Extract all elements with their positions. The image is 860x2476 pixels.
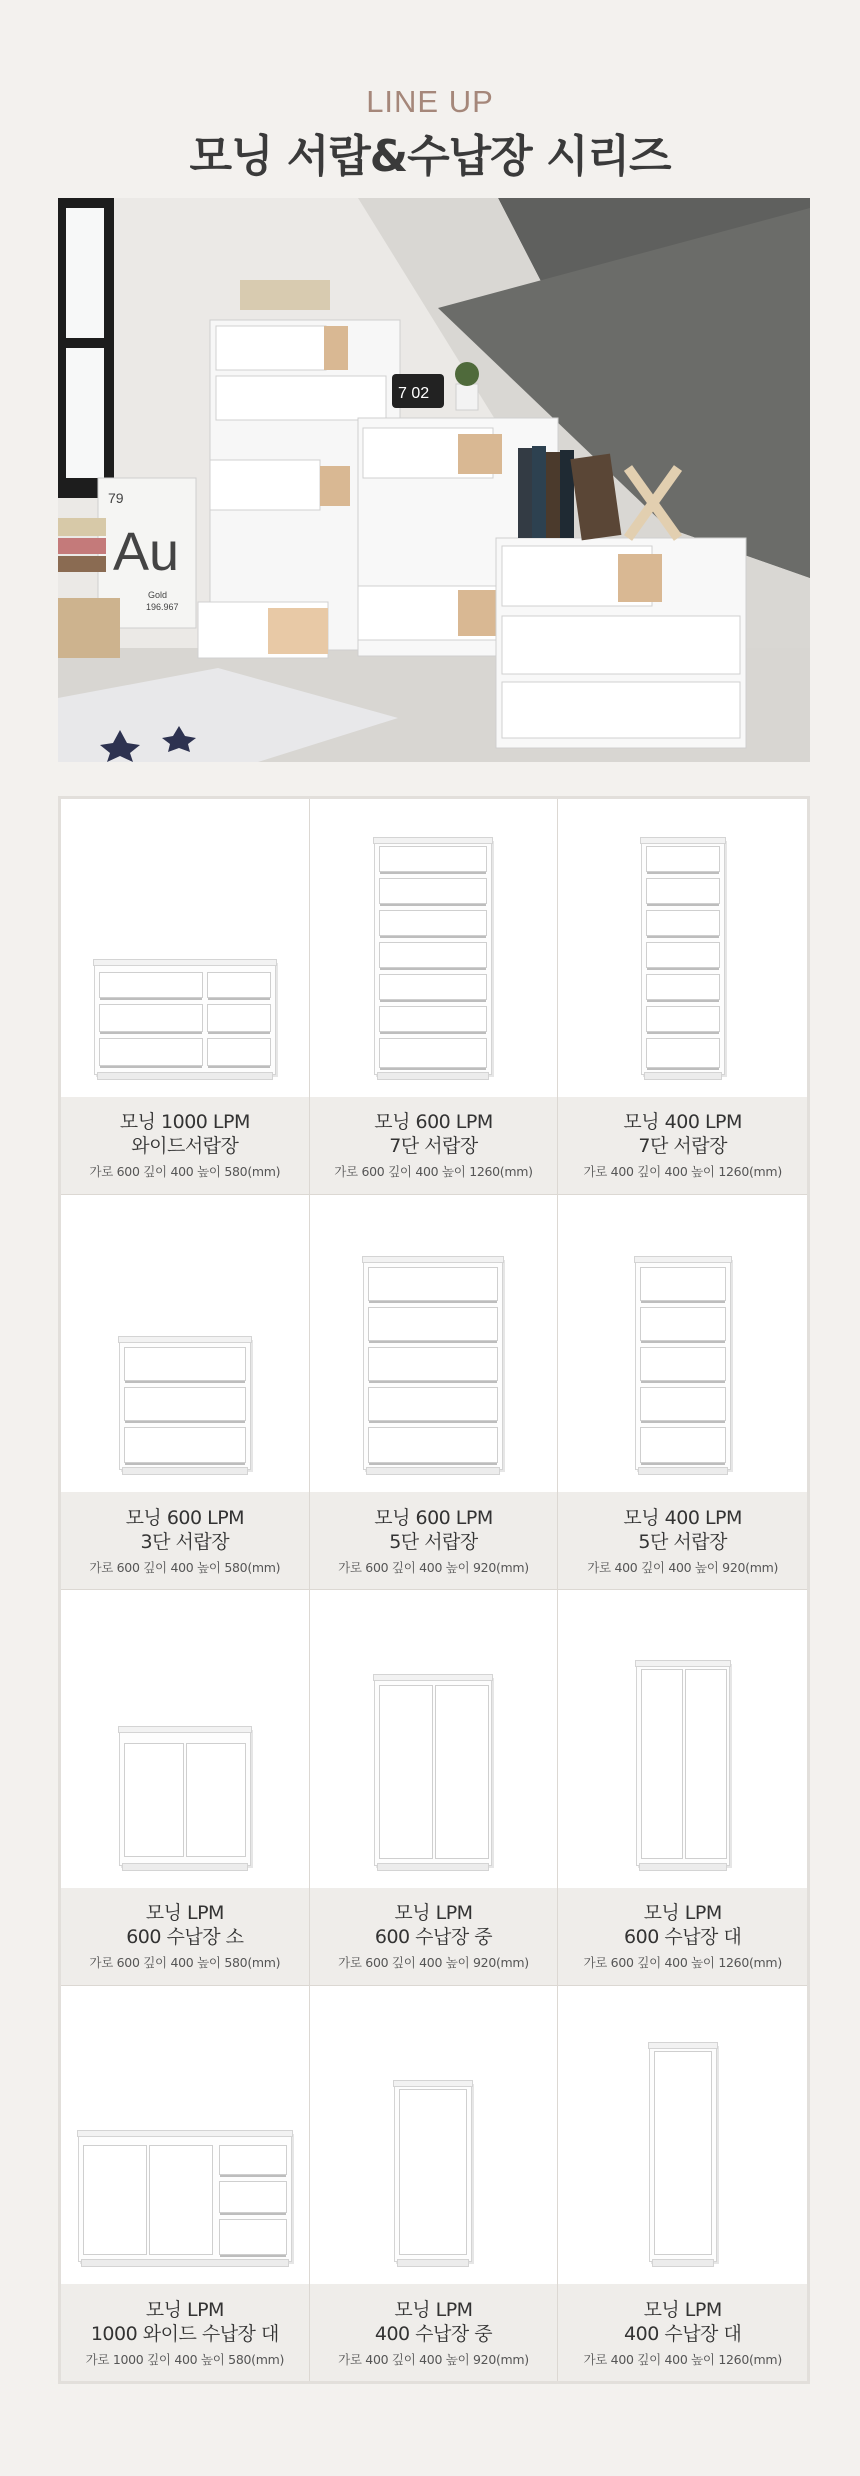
wide-drawer-chest-image (94, 961, 276, 1075)
product-model: 모닝 LPM (394, 1902, 473, 1924)
cabinet-600-small-image (119, 1728, 251, 1866)
product-card-600-7tier[interactable] (310, 799, 559, 1195)
product-info (61, 1097, 309, 1194)
product-type: 5단 서랍장 (389, 1530, 478, 1553)
product-photo (61, 799, 309, 1097)
product-model: 모닝 600 LPM (125, 1506, 245, 1529)
product-photo (61, 1986, 309, 2285)
product-photo (310, 1195, 558, 1493)
product-photo (310, 799, 558, 1097)
product-dimensions: 가로 600 깊이 400 높이 580(mm) (89, 1559, 281, 1575)
product-photo (310, 1590, 558, 1888)
product-photo (310, 1986, 558, 2285)
product-model: 모닝 600 LPM (374, 1111, 493, 1133)
product-info (310, 1492, 558, 1589)
product-card-600-3tier[interactable] (61, 1195, 310, 1591)
product-type: 와이드서랍장 (131, 1135, 239, 1157)
product-card-600-cabinet-medium[interactable] (310, 1590, 559, 1986)
product-card-1000-wide-cabinet[interactable] (61, 1986, 310, 2382)
cabinet-400-large-image (649, 2044, 717, 2262)
product-photo (558, 1986, 807, 2285)
product-dimensions: 가로 600 깊이 400 높이 1260(mm) (334, 1164, 533, 1179)
product-card-400-cabinet-medium[interactable] (310, 1986, 559, 2382)
poster-weight: 196.967 (146, 602, 179, 612)
product-model: 모닝 1000 LPM (119, 1111, 250, 1133)
product-photo (558, 799, 807, 1097)
product-dimensions: 가로 600 깊이 400 높이 580(mm) (89, 1955, 281, 1970)
product-photo (558, 1590, 807, 1888)
product-model: 모닝 LPM (394, 2298, 473, 2321)
product-card-400-7tier[interactable] (558, 799, 807, 1195)
product-card-600-cabinet-small[interactable] (61, 1590, 310, 1986)
wide-cabinet-1000-image (78, 2132, 292, 2262)
cabinet-600-medium-image (374, 1676, 492, 1866)
page-title: 모닝 서랍&수납장 시리즈 (189, 131, 671, 182)
five-tier-drawer-400-image (635, 1258, 731, 1470)
product-dimensions: 가로 600 깊이 400 높이 920(mm) (338, 1559, 529, 1575)
product-photo (61, 1195, 309, 1493)
product-card-400-5tier[interactable] (558, 1195, 807, 1591)
product-card-600-5tier[interactable] (310, 1195, 559, 1591)
product-info (61, 2284, 309, 2381)
poster-symbol: Au (113, 522, 180, 582)
hero-scene-illustration (58, 198, 810, 762)
product-info (310, 1097, 558, 1194)
product-model: 모닝 LPM (145, 2298, 224, 2321)
product-dimensions: 가로 600 깊이 400 높이 580(mm) (89, 1164, 281, 1179)
product-info (310, 2284, 558, 2381)
product-info (558, 1492, 807, 1589)
product-type: 5단 서랍장 (638, 1530, 727, 1553)
product-dimensions: 가로 600 깊이 400 높이 920(mm) (338, 1955, 529, 1970)
product-info (61, 1492, 309, 1589)
product-model: 모닝 600 LPM (374, 1506, 493, 1529)
product-dimensions: 가로 400 깊이 400 높이 1260(mm) (583, 2351, 782, 2367)
product-type: 600 수납장 대 (624, 1926, 742, 1948)
product-type: 400 수납장 중 (374, 2322, 493, 2345)
svg-text:7 02: 7 02 (398, 385, 430, 402)
product-type: 1000 와이드 수납장 대 (90, 2322, 279, 2345)
product-dimensions: 가로 400 깊이 400 높이 1260(mm) (583, 1164, 782, 1179)
product-type: 600 수납장 소 (126, 1926, 244, 1948)
section-eyebrow: LINE UP (366, 84, 494, 119)
product-dimensions: 가로 1000 깊이 400 높이 580(mm) (85, 2351, 285, 2367)
product-type: 7단 서랍장 (638, 1135, 727, 1157)
product-photo (558, 1195, 807, 1493)
product-dimensions: 가로 600 깊이 400 높이 1260(mm) (583, 1955, 782, 1970)
product-dimensions: 가로 400 깊이 400 높이 920(mm) (338, 2351, 529, 2367)
product-model: 모닝 LPM (643, 1902, 722, 1924)
three-tier-drawer-image (119, 1338, 251, 1470)
product-card-wide-drawer[interactable] (61, 799, 310, 1195)
product-type: 400 수납장 대 (624, 2322, 742, 2345)
product-photo (61, 1590, 309, 1888)
seven-tier-drawer-400-image (641, 839, 725, 1075)
cabinet-400-medium-image (394, 2082, 472, 2262)
product-model: 모닝 400 LPM (623, 1506, 742, 1529)
product-type: 3단 서랍장 (140, 1530, 230, 1553)
product-model: 모닝 LPM (643, 2298, 722, 2321)
product-info (61, 1888, 309, 1985)
product-model: 모닝 LPM (145, 1902, 224, 1924)
product-info (310, 1888, 558, 1985)
cabinet-600-large-image (636, 1662, 730, 1866)
product-type: 600 수납장 중 (374, 1926, 493, 1948)
product-info (558, 1888, 807, 1985)
product-info (558, 2284, 807, 2381)
product-card-400-cabinet-large[interactable] (558, 1986, 807, 2382)
five-tier-drawer-600-image (363, 1258, 503, 1470)
product-card-600-cabinet-large[interactable] (558, 1590, 807, 1986)
product-type: 7단 서랍장 (389, 1135, 478, 1157)
poster-name: Gold (148, 590, 168, 600)
product-grid (58, 796, 810, 2384)
product-info (558, 1097, 807, 1194)
seven-tier-drawer-600-image (374, 839, 492, 1075)
poster-number: 79 (108, 490, 124, 506)
product-dimensions: 가로 400 깊이 400 높이 920(mm) (587, 1559, 779, 1575)
hero-lifestyle-image (58, 198, 810, 762)
product-model: 모닝 400 LPM (623, 1111, 742, 1133)
